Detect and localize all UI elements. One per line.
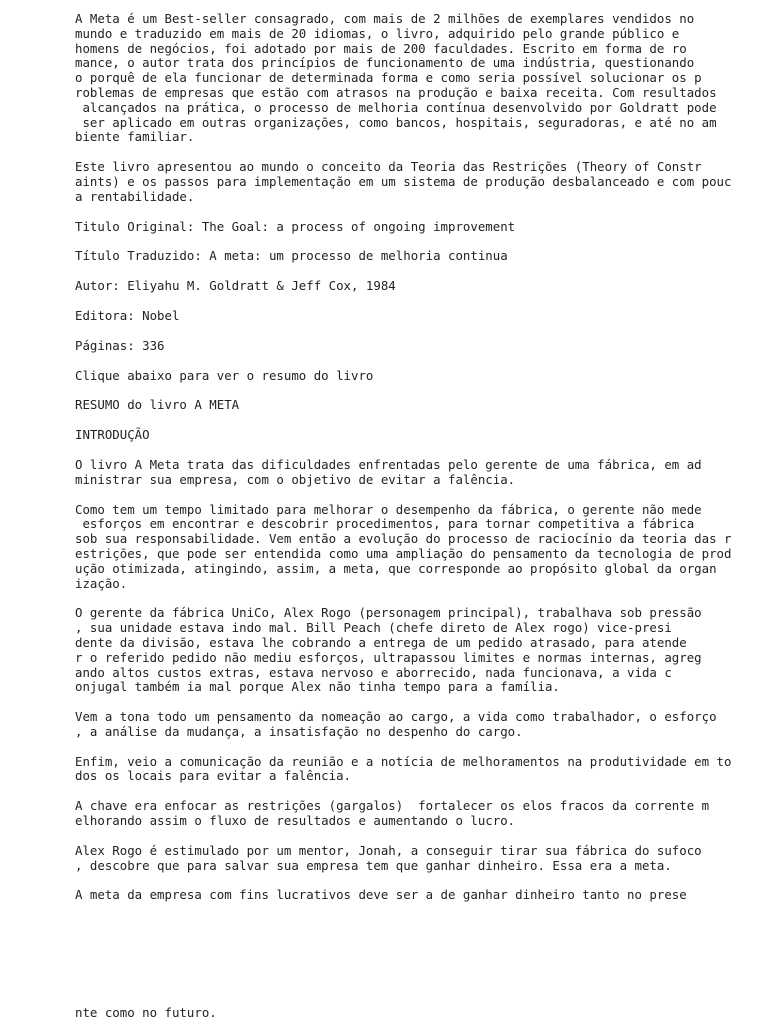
- paragraph-thinking: Vem a tona todo um pensamento da nomeação ao cargo, a vida como trabalhador, o esforço , a análise da mudança, a insatisfação no despenho do cargo.: [75, 709, 717, 739]
- paragraph-goal-continuation: nte como no futuro.: [75, 1005, 217, 1020]
- paragraph-limited-time: Como tem um tempo limitado para melhorar o desempenho da fábrica, o gerente não mede esforços em encontrar e descobrir procedimentos, para tornar competitiva a fábrica sob sua responsabilidade. Vem então a evolução do processo de raciocínio da teoria das r estrições, que pode ser entendida como uma ampliação do pensamento da tecnologia de prod ução otimizada, atingindo, assim, a meta, que corresponde ao propósito global da organ ização.: [75, 501, 732, 591]
- summary-heading: RESUMO do livro A META: [75, 397, 240, 413]
- author: Autor: Eliyahu M. Goldratt & Jeff Cox, 1984: [75, 278, 396, 294]
- original-title: Titulo Original: The Goal: a process of ongoing improvement: [75, 218, 516, 234]
- paragraph-key: A chave era enfocar as restrições (gargalos) fortalecer os elos fracos da corrente m elhorando assim o fluxo de resultados e aumentando o lucro.: [75, 798, 710, 829]
- paragraph-theory: Este livro apresentou ao mundo o conceito da Teoria das Restrições (Theory of Constr aints) e os passos para implementação em um sistema de produção desbalanceado e com pouc a rentabilidade.: [75, 159, 732, 204]
- paragraph-mentor: Alex Rogo é estimulado por um mentor, Jonah, a conseguir tirar sua fábrica do sufoco , descobre que para salvar sua empresa tem que ganhar dinheiro. Essa era a meta.: [75, 842, 702, 873]
- summary-prompt: Clique abaixo para ver o resumo do livro: [75, 367, 374, 383]
- introduction-heading: INTRODUÇÃO: [75, 427, 150, 443]
- paragraph-meeting: Enfim, veio a comunicação da reunião e a notícia de melhoramentos na produtividade em to dos os locais para evitar a falência.: [75, 753, 732, 784]
- paragraph-manager: O gerente da fábrica UniCo, Alex Rogo (personagem principal), trabalhava sob pressão , sua unidade estava indo mal. Bill Peach (chefe direto de Alex rogo) vice-presi dente da divisão, estava lhe cobrando a entrega de um pedido atrasado, para atende r o referido pedido não mediu esforços, ultrapassou limites e normas internas, agreg ando altos custos extras, estava nervoso e aborrecido, nada funcionava, a vida c onjugal também ia mal porque Alex não tinha tempo para a família.: [75, 605, 702, 695]
- page-count: Páginas: 336: [75, 337, 165, 353]
- document-body: [75, 12, 765, 918]
- paragraph-intro: A Meta é um Best-seller consagrado, com mais de 2 milhões de exemplares vendidos no mundo e traduzido em mais de 20 idiomas, o livro, adquirido pelo grande público e homens de negócios, foi adotado por mais de 200 faculdades. Escrito em forma de ro mance, o autor trata dos princípios de funcionamento de uma indústria, questionando o porquê de ela funcionar de determinada forma e como seria possível solucionar os p roblemas de empresas que estão com atrasos na produção e baixa receita. Com resultados alcançados na prática, o processo de melhoria contínua desenvolvido por Goldratt pode ser aplicado em outras organizações, como bancos, hospitais, seguradoras, e até no am biente familiar.: [75, 11, 717, 145]
- publisher: Editora: Nobel: [75, 307, 180, 323]
- paragraph-book-overview: O livro A Meta trata das dificuldades enfrentadas pelo gerente de uma fábrica, em ad ministrar sua empresa, com o objetivo de evitar a falência.: [75, 456, 702, 487]
- translated-title: Título Traduzido: A meta: um processo de melhoria continua: [75, 248, 508, 264]
- paragraph-goal: A meta da empresa com fins lucrativos deve ser a de ganhar dinheiro tanto no prese: [75, 887, 687, 903]
